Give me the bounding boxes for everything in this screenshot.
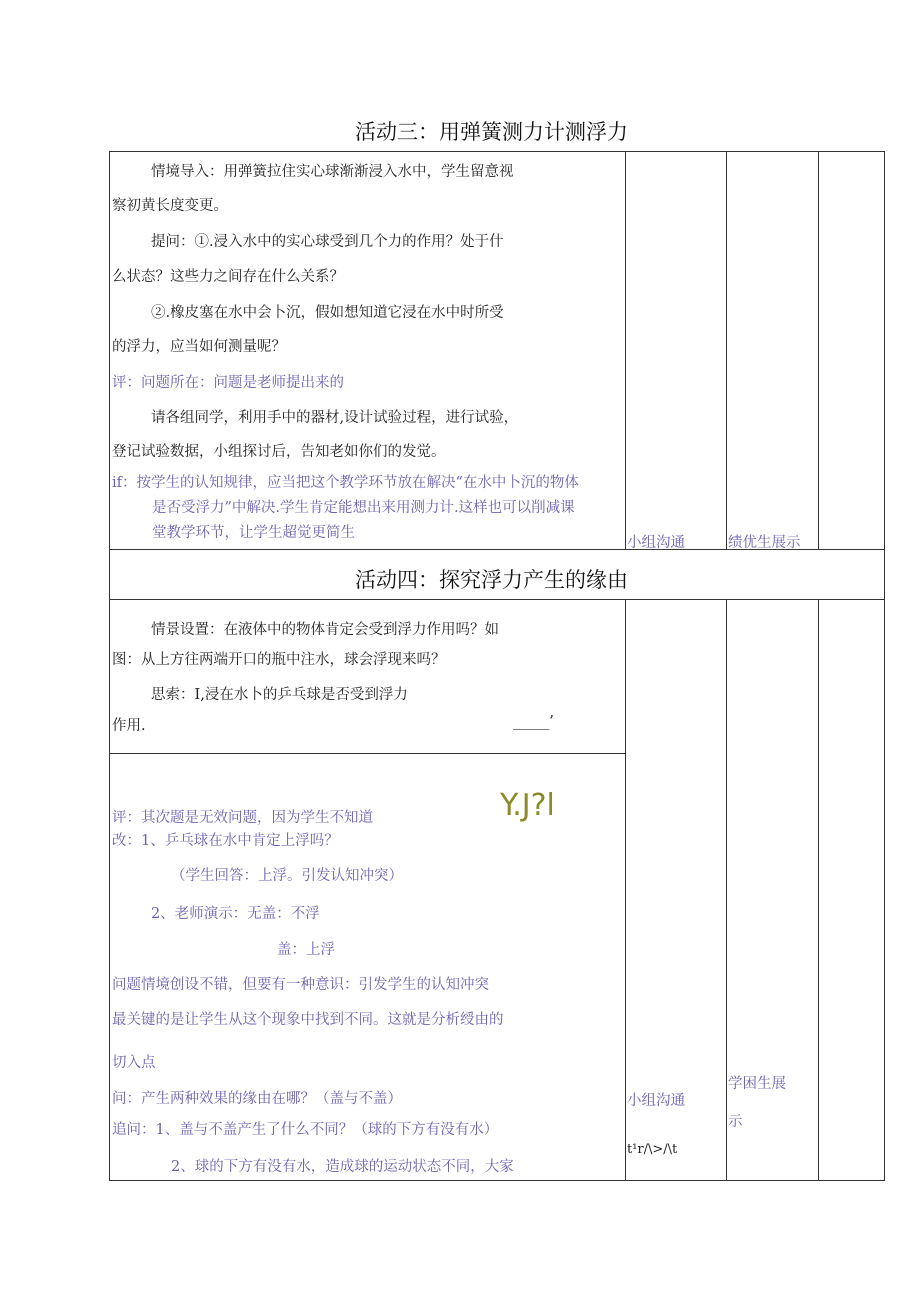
a3-line-8: 登记试验数据，小组探讨后，告知老如你们的发觉。 [112,444,446,460]
a4-cut-comment-clip [112,806,412,826]
a4-line-2: 图：从上方往两端开口的瓶中注水，球会浮现来吗？ [112,652,446,668]
col2-divider-a [726,151,727,549]
a4-comment-6: 最关键的是让学生从这个现象中找到不同。这就是分析绶由的 [112,1012,504,1028]
a3-line-3: 提问：①.浸入水中的实心球受到几个力的作用？处于什 [151,234,504,250]
table-bottom-border [109,1180,885,1181]
a4-cut-comment: 评：其次题是无效问题，因为学生不知道 [112,810,373,826]
a4-dashes: _____’ [513,714,554,730]
col3-divider-b [818,599,819,1180]
col2-divider-b [726,599,727,1180]
a3-line-4: 么状态？这些力之间存在什么关系？ [112,269,344,285]
a4-col-struggling-student-display: 学困生展 [728,1076,786,1092]
activity4-title: 活动四：探究浮力产生的缘由 [355,568,628,592]
a4-comment-9: 追问：1、盖与不盖产生了什么不同？（球的下方有没有水） [112,1122,499,1138]
a4-comment-10: 2、球的下方有没有水，造成球的运动状态不同，大家 [171,1159,514,1175]
a4-comment-8: 问：产生两种效果的缘由在哪？（盖与不盖） [112,1091,402,1107]
table-left-border [109,151,110,1181]
a4-comment-3: 2、老师演示：无盖：不浮 [151,906,320,922]
col1-divider-b [625,599,626,1180]
a3-comment-2b: 是否受浮力”中解决.学生肯定能想出来用测力计.这样也可以削减课 [152,500,575,516]
a4-line-3: 思索：I,浸在水卜的乒乓球是否受到浮力 [151,687,408,703]
a4-comment-4: 盖：上浮 [277,942,335,958]
a4-comment-7: 切入点 [112,1055,156,1071]
a3-line-5: ②.橡皮塞在水中会卜沉，假如想知道它浸在水中时所受 [151,305,504,321]
a4-col-struggling-student-display-2: 示 [728,1114,743,1130]
a3-comment-2c: 堂教学环节，让学生超觉更简生 [152,525,355,541]
col3-divider-a [818,151,819,549]
a3-comment-2a: if：按学生的认知规律，应当把这个教学环节放在解决“在水中卜沉的物体 [112,475,579,491]
a3-col-top-student-display: 绩优生展示 [728,535,801,551]
a4-comment-5: 问题情境创设不错，但要有一种意识：引发学生的认知冲突 [112,977,489,993]
a3-line-7: 请各组同学，利用手中的器材,设计试验过程，进行试验， [151,410,519,426]
a3-line-1: 情境导入：用弹簧拉住实心球渐渐浸入水中，学生留意视 [151,164,514,180]
a3-comment-1: 评：问题所在：问题是老师提出来的 [112,375,344,391]
col1-divider-a [625,151,626,549]
a4-garbled-mark: Y.J?l [500,788,555,823]
a4-col-group-communication: 小组沟通 [627,1093,685,1109]
a4-comment-2: （学生回答：上浮。引发认知冲突） [171,868,403,884]
a4-comment-1: 改：1、乒乓球在水中肯定上浮吗？ [112,833,339,849]
row2-bottom-border [109,599,885,600]
inner-divider [109,753,626,754]
a3-line-2: 察初黄长度变更。 [112,198,228,214]
activity3-title: 活动三：用弹簧测力计测浮力 [355,120,628,144]
table-right-border [884,151,885,1181]
a4-col-garbled: t¹r/\>/\t [627,1142,678,1157]
a3-col-group-communication: 小组沟通 [627,535,685,551]
a3-line-6: 的浮力，应当如何测量呢？ [112,339,286,355]
a4-line-4: 作用. [112,718,146,734]
a4-line-1: 情景设置：在液体中的物体肯定会受到浮力作用吗？如 [151,622,499,638]
table-top-border [109,151,885,152]
